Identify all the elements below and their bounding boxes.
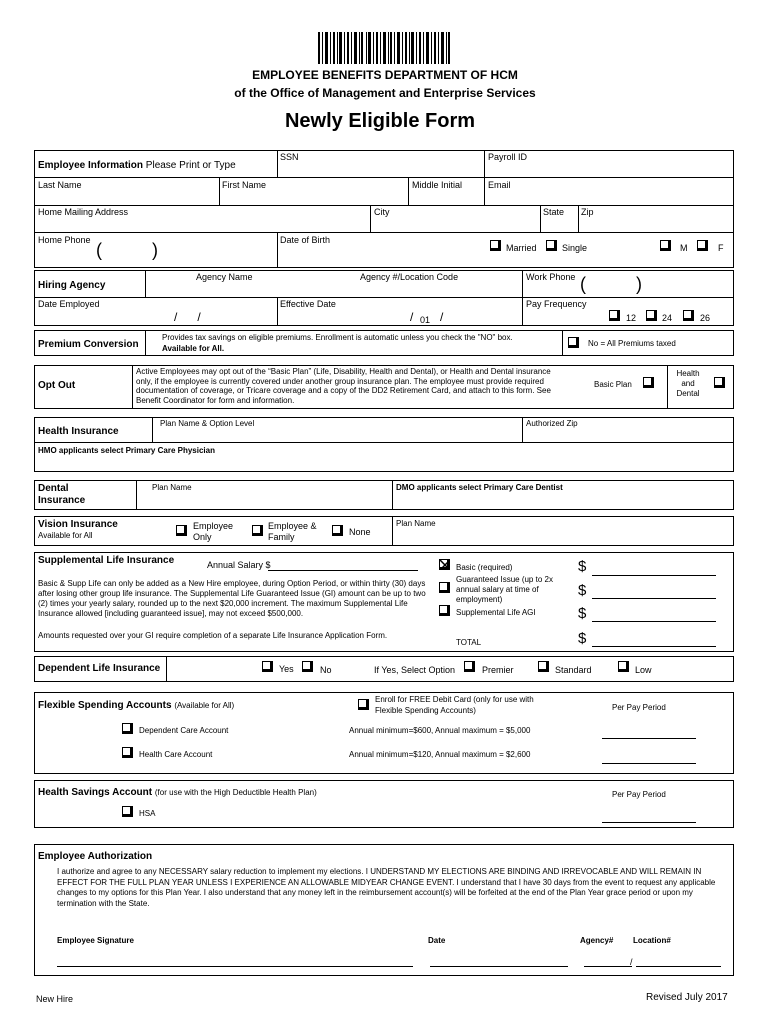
annual-salary-line[interactable] [268,570,418,571]
dental-section [34,480,734,510]
home-phone-field[interactable]: Home Phone [38,235,91,245]
agency-location-slash: / [630,957,633,967]
first-name-field[interactable]: First Name [222,180,267,190]
fsa-per-pay-period: Per Pay Period [612,703,666,712]
authorization-text: I authorize and agree to any NECESSARY salary reduction to implement my elections. I UNDERSTAND MY ELECTIONS ARE BINDING AND IRREVOCABLE AND WILL REMAIN IN EFFECT FOR THE FULL PLAN YEAR UNLESS I EXPERIENCE AN ALLOWABLE MIDYEAR CHANGE EVENT. I understand that I have 30 days from the event to request any applicable changes to my options for this Plan Year. I also understand that any money left in the reimbursement account(s) will be forfeited at the end of the Plan Year grace period or upon my termination with the State. [57,867,716,908]
basic-plan-checkbox[interactable] [643,377,654,388]
health-care-label: Health Care Account [139,750,213,759]
health-plan-name-field[interactable]: Plan Name & Option Level [160,419,255,428]
location-line[interactable] [636,966,721,967]
low-checkbox[interactable] [618,661,629,672]
dependent-yes-checkbox[interactable] [262,661,273,672]
office-heading: of the Office of Management and Enterprise Services [234,86,536,100]
dependent-yes-label: Yes [279,664,294,674]
basic-amount-line[interactable] [592,575,716,576]
supplemental-life-text-2: Amounts requested over your GI require completion of a separate Life Insurance Application Form. [38,631,388,640]
health-dental-checkbox[interactable] [714,377,725,388]
date-label: Date [428,936,446,945]
work-phone-field[interactable]: Work Phone [526,272,576,282]
effective-date-field[interactable]: Effective Date [280,299,336,309]
signature-line[interactable] [57,966,413,967]
guaranteed-issue-checkbox[interactable] [439,582,450,593]
male-checkbox[interactable] [660,240,671,251]
date-employed-field[interactable]: Date Employed [38,299,100,309]
vision-employee-only-checkbox[interactable] [176,525,187,536]
premium-conversion-available: Available for All. [162,344,225,353]
effective-year: 01 [420,315,431,325]
home-phone-parens: ( ) [96,240,158,260]
supp-agi-label: Supplemental Life AGI [456,608,536,617]
zip-field[interactable]: Zip [581,207,594,217]
married-checkbox[interactable] [490,240,501,251]
payroll-id-field[interactable]: Payroll ID [488,152,528,162]
authorized-zip-field[interactable]: Authorized Zip [526,419,578,428]
total-label: TOTAL [456,638,482,647]
guaranteed-issue-label: Guaranteed Issue (up to 2x annual salary at time of employment) [456,575,553,604]
date-employed-slashes: / / [174,310,201,324]
debit-card-label: Enroll for FREE Debit Card (only for use with Flexible Spending Accounts) [375,695,534,715]
premium-conversion-text: Provides tax savings on eligible premiums. Enrollment is automatic unless you check the "NO" box. [162,333,513,342]
annual-salary-label: Annual Salary $ [207,560,271,570]
health-care-amount-line[interactable] [602,763,696,764]
pay-freq-24-label: 24 [662,313,673,323]
dependent-care-amount-line[interactable] [602,738,696,739]
dependent-care-checkbox[interactable] [122,723,133,734]
work-phone-parens: ( ) [580,274,642,294]
pay-frequency-label: Pay Frequency [526,299,587,309]
male-label: M [680,243,688,253]
agency-name-field[interactable]: Agency Name [196,272,253,282]
low-label: Low [635,665,652,675]
dmo-note: DMO applicants select Primary Care Dentist [396,483,563,492]
vision-none-label: None [349,527,371,537]
department-heading: EMPLOYEE BENEFITS DEPARTMENT OF HCM [252,68,518,82]
health-insurance-heading: Health Insurance [38,426,119,437]
hsa-amount-line[interactable] [602,822,696,823]
standard-label: Standard [555,665,592,675]
agency-location-field[interactable]: Agency #/Location Code [360,272,459,282]
premium-conversion-heading: Premium Conversion [38,339,139,350]
footer-new-hire: New Hire [36,994,74,1004]
dollar-total: $ [578,630,587,647]
supplemental-life-text: Basic & Supp Life can only be added as a New Hire employee, during Option Period, or within thirty (30) days after losing other group life insurance. The Supplemental Life Guaranteed Issue (GI) amount can be up to two (2) times your yearly salary, rounded up to the next $20,000 increment. The maximum Supplemental Life Insurance allowed [including guaranteed issue], may not exceed $500,000. [38,579,426,618]
premium-no-label: No = All Premiums taxed [588,339,676,348]
hsa-checkbox[interactable] [122,806,133,817]
middle-initial-field[interactable]: Middle Initial [412,180,463,190]
if-yes-label: If Yes, Select Option [374,665,456,675]
pay-freq-26-label: 26 [700,313,711,323]
authorization-heading: Employee Authorization [38,851,153,862]
state-field[interactable]: State [543,207,565,217]
fsa-heading: Flexible Spending Accounts (Available for All) [38,700,235,711]
single-label: Single [562,243,588,253]
standard-checkbox[interactable] [538,661,549,672]
vision-employee-family-label: Employee & Family [268,521,317,542]
email-field[interactable]: Email [488,180,511,190]
mailing-address-field[interactable]: Home Mailing Address [38,207,129,217]
agi-amount-line[interactable] [592,621,716,622]
dollar-agi: $ [578,605,587,622]
premier-checkbox[interactable] [464,661,475,672]
health-dental-label: Health and Dental [676,369,700,398]
opt-out-heading: Opt Out [38,380,76,391]
vision-note: Available for All [38,531,93,540]
vision-none-checkbox[interactable] [332,525,343,536]
basic-plan-label: Basic Plan [594,380,632,389]
supplemental-life-heading: Supplemental Life Insurance [38,555,175,566]
debit-card-checkbox[interactable] [358,699,369,710]
hsa-heading: Health Savings Account (for use with the High Deductible Health Plan) [38,787,317,798]
hiring-agency-heading: Hiring Agency [38,280,106,291]
footer-revised: Revised July 2017 [646,992,728,1003]
dollar-basic: $ [578,558,587,575]
married-label: Married [506,243,537,253]
dependent-no-checkbox[interactable] [302,661,313,672]
basic-required-label: Basic (required) [456,563,513,572]
dependent-care-label: Dependent Care Account [139,726,229,735]
agency-label: Agency# [580,936,614,945]
supp-agi-checkbox[interactable] [439,605,450,616]
female-checkbox[interactable] [697,240,708,251]
vision-employee-only-label: Employee Only [193,521,234,542]
health-insurance-section [34,417,734,472]
pay-freq-12-checkbox[interactable] [609,310,620,321]
signature-label: Employee Signature [57,936,134,945]
vision-plan-name-field[interactable]: Plan Name [396,519,436,528]
checked-x-icon [440,560,450,570]
health-care-limits: Annual minimum=$120, Annual maximum = $2,600 [349,750,531,759]
effective-slash-2: / [440,310,444,324]
authorization-section [34,844,734,976]
hmo-note: HMO applicants select Primary Care Physician [38,446,215,455]
location-label: Location# [633,936,671,945]
employee-info-heading: Employee Information Please Print or Type [38,160,236,171]
opt-out-text: Active Employees may opt out of the “Basic Plan” (Life, Disability, Health and Dental), or Health and Dental insurance only, if the employee is currently covered under another group insurance plan. The employee must provide required documentation of coverage, or Tricare coverage and a copy of the DD2 Retirement Card, and attach to this form. See Benefit Coordinator for form and information. [136,367,551,405]
premium-no-checkbox[interactable] [568,337,579,348]
vision-employee-family-checkbox[interactable] [252,525,263,536]
dental-heading: Dental Insurance [38,483,86,506]
hsa-label: HSA [139,809,156,818]
total-amount-line[interactable] [592,646,716,647]
vision-heading: Vision Insurance [38,519,118,530]
pay-freq-12-label: 12 [626,313,637,323]
form-title: Newly Eligible Form [284,110,476,132]
pay-freq-24-checkbox[interactable] [646,310,657,321]
guaranteed-amount-line[interactable] [592,598,716,599]
dental-plan-name-field[interactable]: Plan Name [152,483,192,492]
date-line[interactable] [430,966,568,967]
hsa-per-pay-period: Per Pay Period [612,790,666,799]
dependent-no-label: No [320,665,332,675]
dollar-guaranteed: $ [578,582,587,599]
effective-slash-1: / [410,310,414,324]
date-of-birth-field[interactable]: Date of Birth [280,235,331,245]
ssn-field[interactable]: SSN [280,152,299,162]
dependent-life-heading: Dependent Life Insurance [38,663,161,674]
barcode [318,32,450,64]
vision-section [34,516,734,546]
premier-label: Premier [482,665,514,675]
agency-line[interactable] [584,966,632,967]
city-field[interactable]: City [374,207,390,217]
health-care-checkbox[interactable] [122,747,133,758]
dependent-care-limits: Annual minimum=$600, Annual maximum = $5,000 [349,726,531,735]
female-label: F [718,243,724,253]
pay-freq-26-checkbox[interactable] [683,310,694,321]
last-name-field[interactable]: Last Name [38,180,82,190]
single-checkbox[interactable] [546,240,557,251]
